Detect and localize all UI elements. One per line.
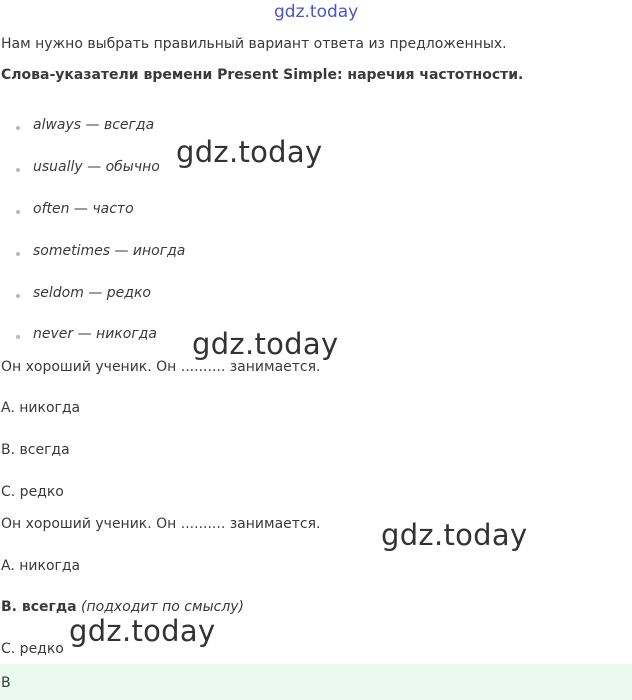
question-option-c: C. редко bbox=[1, 484, 64, 500]
question-text: Он хороший ученик. Он .......... занимается. bbox=[1, 359, 321, 375]
watermark-logo: gdz.today bbox=[274, 2, 359, 22]
adverb-label: seldom — редко bbox=[33, 285, 151, 301]
watermark-text: gdz.today bbox=[69, 614, 216, 648]
bullet-icon bbox=[16, 294, 20, 298]
watermark-text: gdz.today bbox=[176, 135, 323, 169]
solution-text: Он хороший ученик. Он .......... занимается. bbox=[1, 516, 321, 532]
bullet-icon bbox=[16, 335, 20, 339]
watermark-text: gdz.today bbox=[192, 327, 339, 361]
intro-text: Нам нужно выбрать правильный вариант ответа из предложенных. bbox=[1, 36, 507, 52]
rule-heading: Слова-указатели времени Present Simple: наречия частотности. bbox=[1, 67, 524, 83]
bullet-icon bbox=[16, 126, 20, 130]
adverb-label: never — никогда bbox=[33, 326, 157, 342]
adverb-label: always — всегда bbox=[33, 117, 155, 133]
solution-option-c: C. редко bbox=[1, 641, 64, 657]
answer-value: B bbox=[1, 675, 11, 691]
bullet-icon bbox=[16, 210, 20, 214]
question-option-a: A. никогда bbox=[1, 400, 81, 416]
solution-option-a: A. никогда bbox=[1, 558, 81, 574]
adverb-label: often — часто bbox=[33, 201, 134, 217]
watermark-text: gdz.today bbox=[381, 518, 528, 552]
bullet-icon bbox=[16, 168, 20, 172]
correct-option-note: (подходит по смыслу) bbox=[81, 599, 245, 615]
adverb-label: usually — обычно bbox=[33, 159, 160, 175]
adverb-label: sometimes — иногда bbox=[33, 243, 186, 259]
question-option-b: B. всегда bbox=[1, 442, 70, 458]
answer-box bbox=[0, 664, 632, 700]
correct-option-label: B. всегда bbox=[1, 599, 77, 615]
bullet-icon bbox=[16, 252, 20, 256]
